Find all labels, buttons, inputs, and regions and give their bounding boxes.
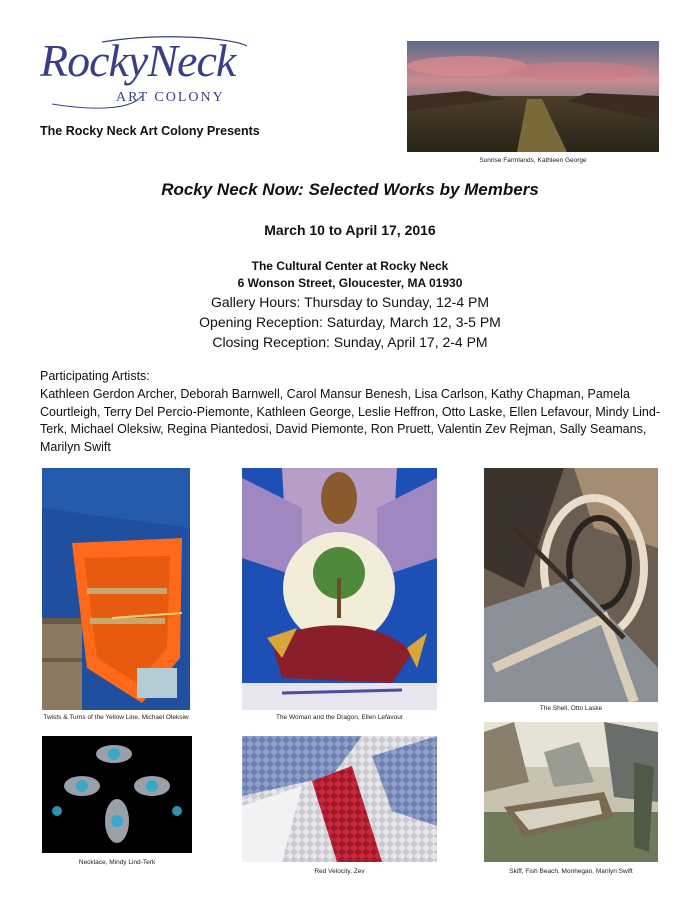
artwork-shell <box>484 468 658 702</box>
artwork-skiff-caption: Skiff, Fish Beach, Monhegan, Marilyn Swift <box>509 868 633 875</box>
hero-caption: Sunrise Farmlands, Kathleen George <box>479 157 587 164</box>
artwork-boat <box>42 468 190 710</box>
gallery-hours: Gallery Hours: Thursday to Sunday, 12-4 PM <box>210 294 490 310</box>
artwork-woman-dragon-caption: The Woman and the Dragon, Ellen Lefavour <box>275 714 404 721</box>
artwork-woman-dragon <box>242 468 437 710</box>
logo-wordmark: RockyNeck <box>40 35 236 86</box>
presents-heading: The Rocky Neck Art Colony Presents <box>40 124 260 138</box>
artwork-necklace <box>42 736 192 853</box>
artwork-red-velocity <box>242 736 437 862</box>
artwork-boat-caption: Twists & Turns of the Yellow Line, Michael Oleksiw <box>43 714 189 721</box>
artwork-shell-caption: The Shell, Otto Laske <box>539 705 603 712</box>
artwork-necklace-caption: Necklace, Mindy Lind-Terk <box>78 859 156 866</box>
opening-reception: Opening Reception: Saturday, March 12, 3-5 PM <box>199 314 501 330</box>
closing-reception: Closing Reception: Sunday, April 17, 2-4 PM <box>212 334 488 350</box>
exhibition-dates: March 10 to April 17, 2016 <box>264 222 436 238</box>
artwork-red-velocity-caption: Red Velocity, Zev <box>314 868 365 875</box>
exhibition-title: Rocky Neck Now: Selected Works by Members <box>161 180 539 199</box>
venue-address: 6 Wonson Street, Gloucester, MA 01930 <box>237 276 463 290</box>
hero-painting <box>407 41 659 152</box>
artists-heading: Participating Artists: <box>40 369 150 383</box>
venue-block <box>0 258 700 292</box>
hours-block <box>0 292 700 352</box>
logo-subtitle: ART COLONY <box>116 90 225 105</box>
artists-list: Kathleen Gerdon Archer, Deborah Barnwell, Carol Mansur Benesh, Lisa Carlson, Kathy Chapman, Pamela Courtleigh, Terry Del Percio-Piemonte, Kathleen George, Leslie Heffron, Otto Laske, Ellen Lefavour, Mindy Lind-Terk, Michael Oleksiw, Regina Piantedosi, David Piemonte, Ron Pruett, Valentin Zev Rejman, Sally Seamans, Marilyn Swift <box>40 387 661 454</box>
artwork-skiff <box>484 722 658 862</box>
venue-name: The Cultural Center at Rocky Neck <box>251 259 449 273</box>
